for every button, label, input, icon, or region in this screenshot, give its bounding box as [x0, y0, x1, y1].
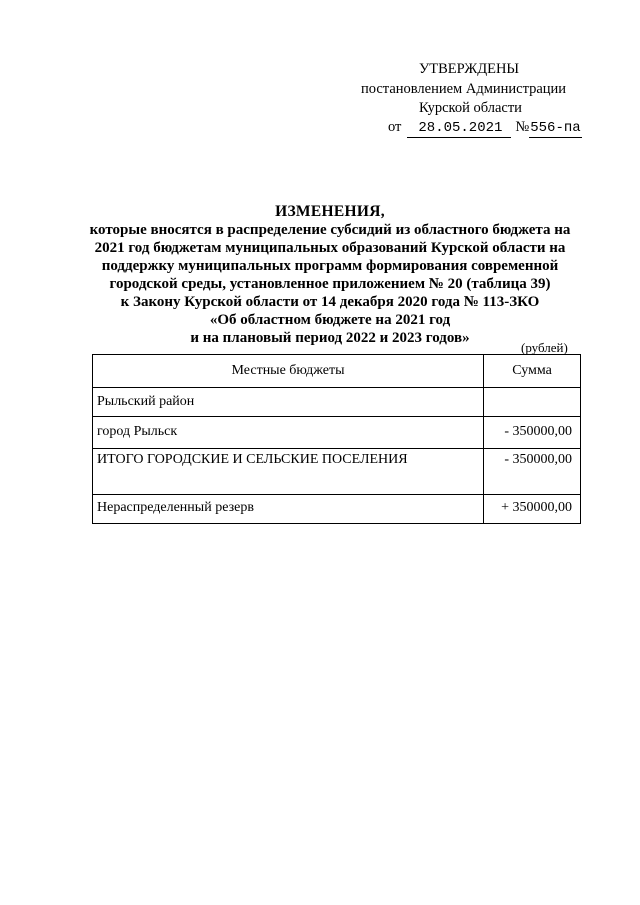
- row-name: ИТОГО ГОРОДСКИЕ И СЕЛЬСКИЕ ПОСЕЛЕНИЯ: [93, 449, 484, 495]
- approval-authority: постановлением Администрации: [361, 81, 567, 97]
- table-row: [93, 495, 581, 524]
- row-name: Нераспределенный резерв: [93, 495, 484, 524]
- row-amount: [484, 388, 581, 417]
- approval-date: 28.05.2021: [407, 119, 511, 138]
- row-name: город Рыльск: [93, 417, 484, 449]
- document-title-line: к Закону Курской области от 14 декабря 2020 года № 113-ЗКО: [120, 294, 540, 310]
- row-amount: + 350000,00: [484, 495, 581, 524]
- document-title: [80, 203, 580, 347]
- document-title-line: и на плановый период 2022 и 2023 годов»: [190, 330, 470, 346]
- approval-number-sign: №: [515, 119, 530, 135]
- document-title-line: городской среды, установленное приложением № 20 (таблица 39): [109, 276, 551, 292]
- document-heading: ИЗМЕНЕНИЯ,: [275, 203, 385, 220]
- column-header-budgets: Местные бюджеты: [93, 355, 484, 388]
- table-row: [93, 388, 581, 417]
- document-title-line: «Об областном бюджете на 2021 год: [209, 312, 451, 328]
- row-amount: - 350000,00: [484, 417, 581, 449]
- approval-date-number: [388, 118, 582, 138]
- approval-title: УТВЕРЖДЕНЫ: [419, 61, 520, 77]
- table-row: [93, 417, 581, 449]
- row-amount: - 350000,00: [484, 449, 581, 495]
- approval-from-label: от: [388, 119, 402, 135]
- row-name: Рыльский район: [93, 388, 484, 417]
- budget-table: [92, 354, 581, 524]
- table-row: [93, 449, 581, 495]
- units-label: (рублей): [521, 340, 568, 355]
- approval-region: Курской области: [419, 100, 522, 116]
- table-header-row: [93, 355, 581, 388]
- column-header-amount: Сумма: [484, 355, 581, 388]
- document-title-line: 2021 год бюджетам муниципальных образований Курской области на: [94, 240, 566, 256]
- approval-number: 556-па: [530, 120, 581, 136]
- document-title-line: которые вносятся в распределение субсидий из областного бюджета на: [89, 222, 571, 238]
- document-title-line: поддержку муниципальных программ формирования современной: [101, 258, 559, 274]
